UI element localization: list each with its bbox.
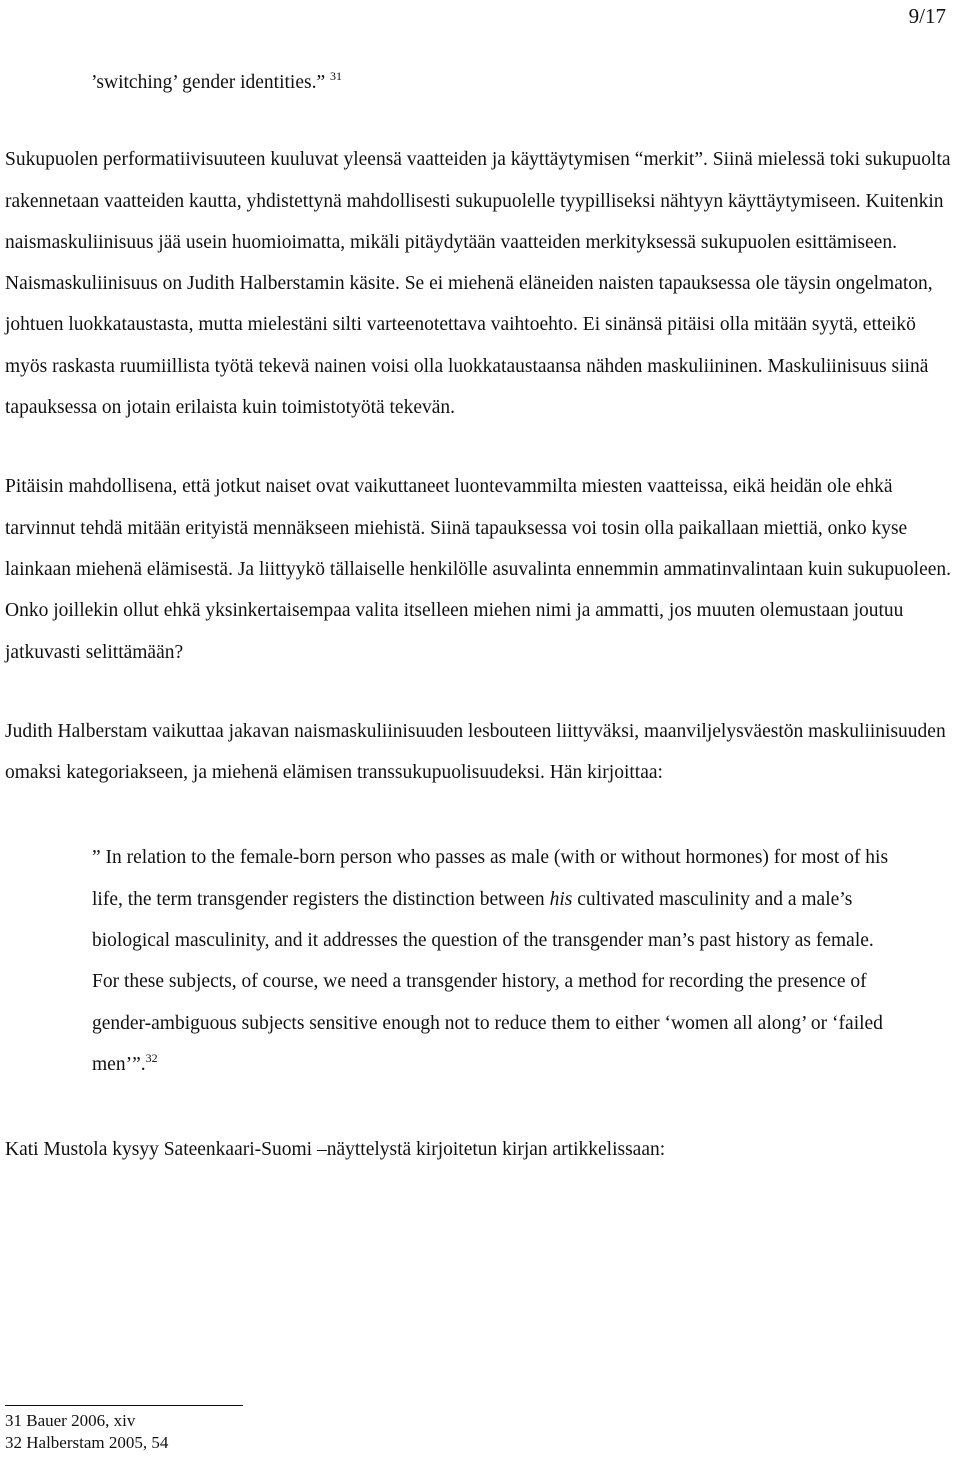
quote-text-part1: ” In relation to the female-born person who passes as male (with or without hormones) for most of his life, the term transgender registers the distinction between (92, 847, 889, 910)
footnote-31: 31 Bauer 2006, xiv (5, 1411, 136, 1430)
quote-end-text: ’switching’ gender identities.” (91, 72, 326, 93)
paragraph-quote-end (5, 62, 955, 103)
document-body (5, 62, 955, 1171)
paragraph-performativity: Sukupuolen performatiivisuuteen kuuluvat yleensä vaatteiden ja käyttäytymisen “merkit”. Siinä mielessä toki sukupuolta rakennetaan vaatteiden kautta, yhdistettynä mahdollisesti sukupuolelle tyypilliseksi nähtyyn käyttäytymiseen. Kuitenkin naismaskuliinisuus jää usein huomioimatta, mikäli pitäydytään vaatteiden merkityksessä sukupuolen esittämiseen. Naismaskuliinisuus on Judith Halberstamin käsite. Se ei miehenä eläneiden naisten tapauksessa ole täysin ongelmaton, johtuen luokkataustasta, mutta mielestäni silti varteenotettava vaihtoehto. Ei sinänsä pitäisi olla mitään syytä, etteikö myös raskasta ruumiillista työtä tekevä nainen voisi olla luokkataustaansa nähden maskuliininen. Maskuliinisuus siinä tapauksessa on jotain erilaista kuin toimistotyötä tekevän. (5, 149, 951, 419)
footnote-divider (5, 1405, 243, 1406)
quote-text-part2: cultivated masculinity and a male’s biological masculinity, and it addresses the question of the transgender man’s past history as female. For these subjects, of course, we need a transgender history, a method for recording the presence of gender-ambiguous subjects sensitive enough not to reduce them to either ‘women all along’ or ‘failed men’”. (92, 888, 883, 1075)
footnote-ref-31: 31 (330, 69, 342, 83)
block-quote (92, 837, 892, 1085)
footnotes (5, 1405, 405, 1454)
quote-italic-his: his (549, 888, 573, 910)
footnote-32: 32 Halberstam 2005, 54 (5, 1433, 169, 1452)
paragraph-mustola: Kati Mustola kysyy Sateenkaari-Suomi –näyttelystä kirjoitetun kirjan artikkelissaan: (5, 1139, 666, 1161)
footnote-ref-32: 32 (145, 1050, 158, 1065)
paragraph-halberstam: Judith Halberstam vaikuttaa jakavan naismaskuliinisuuden lesbouteen liittyväksi, maanviljelysväestön maskuliinisuuden omaksi kategoriakseen, ja miehenä elämisen transsukupuolisuudeksi. Hän kirjoittaa: (5, 720, 946, 784)
page-number: 9/17 (908, 4, 946, 28)
paragraph-men-clothing: Pitäisin mahdollisena, että jotkut naiset ovat vaikuttaneet luontevammilta miesten vaatteissa, eikä heidän ole ehkä tarvinnut tehdä mitään erityistä mennäkseen miehistä. Siinä tapauksessa voi tosin olla paikallaan miettiä, onko kyse lainkaan miehenä elämisestä. Ja liittyykö tällaiselle henkilölle asuvalinta ennemmin ammatinvalintaan kuin sukupuoleen. Onko joillekin ollut ehkä yksinkertaisempaa valita itselleen miehen nimi ja ammatti, jos muuten olemustaan joutuu jatkuvasti selittämään? (5, 476, 952, 663)
